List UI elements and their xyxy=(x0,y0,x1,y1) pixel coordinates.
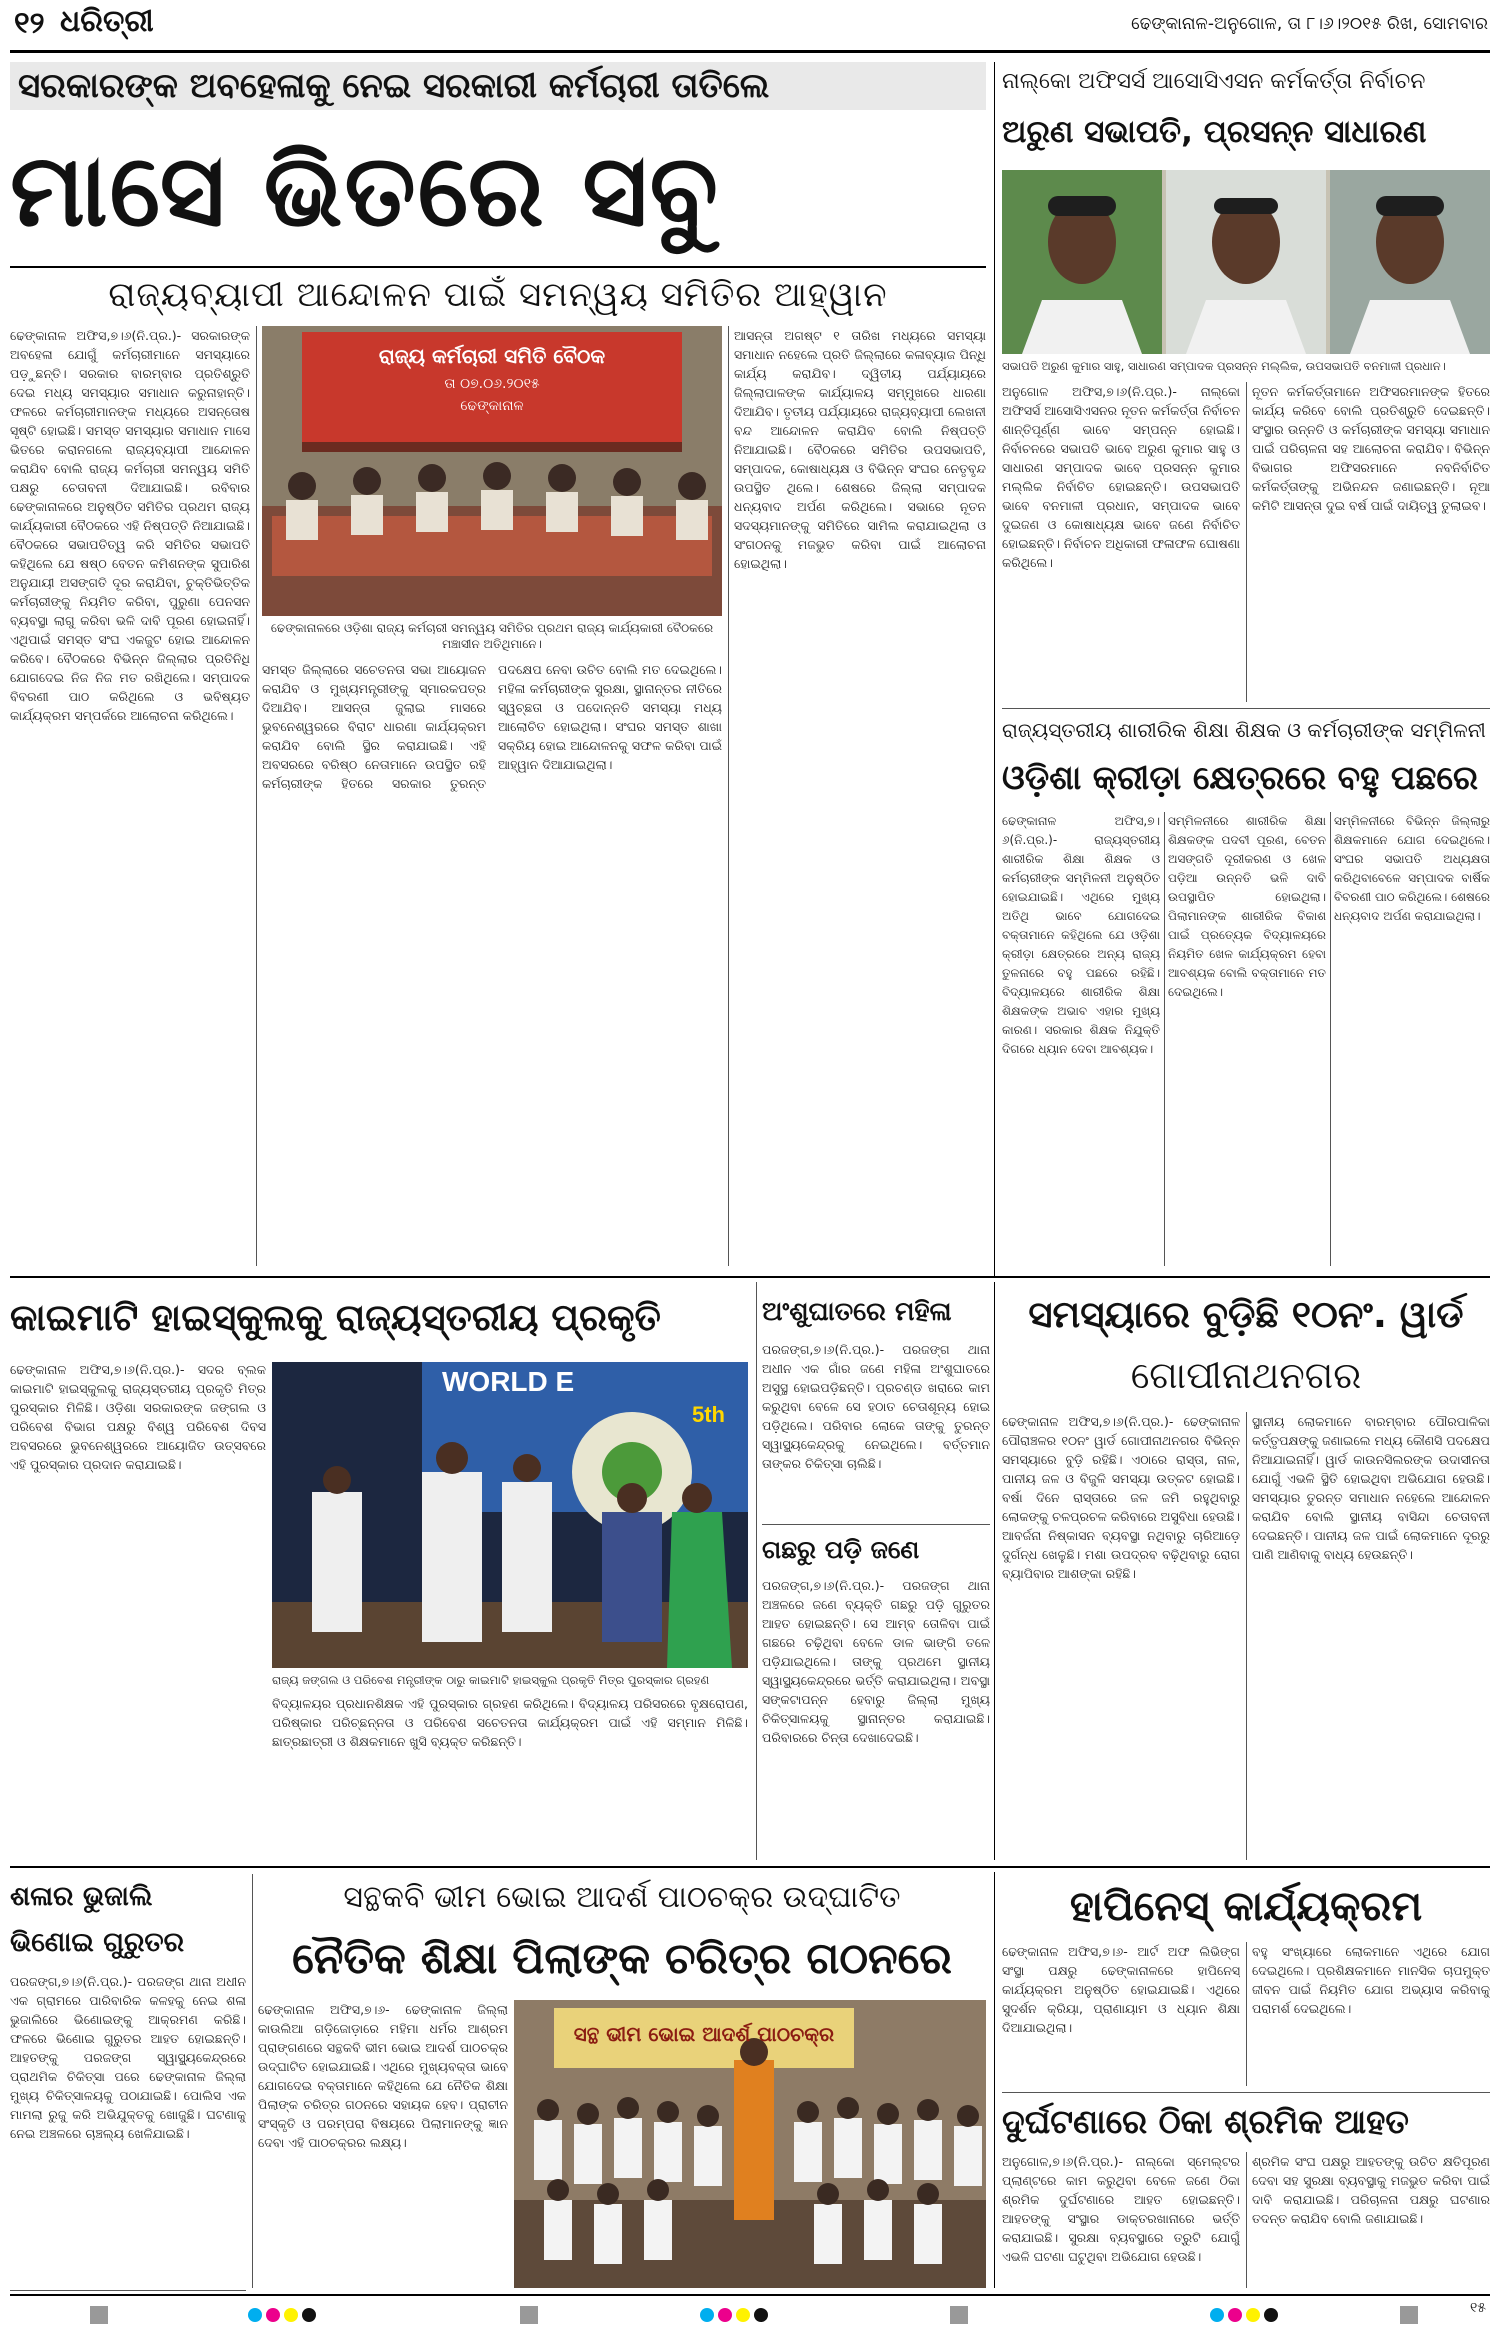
lead-photo-banner-date: ତା ୦୭.୦୬.୨୦୧୫ xyxy=(444,376,540,392)
tree-fall-body: ପରଜଙ୍ଗ,୭।୬(ନି.ପ୍ର.)- ପରଜଙ୍ଗ ଥାନା ଅଞ୍ଚଳରେ ଜଣେ ବ୍ୟକ୍ତି ଗଛରୁ ପଡ଼ି ଗୁରୁତର ଆହତ ହୋଇଛନ୍ତି। ସେ ଆମ୍ବ ତୋଳିବା ପାଇଁ ଗଛରେ ଚଢ଼ିଥିବା ବେଳେ ଡାଳ ଭାଙ୍ଗି ତଳେ ପଡ଼ିଯାଇଥିଲେ। ତାଙ୍କୁ ପ୍ରଥମେ ସ୍ଥାନୀୟ ସ୍ୱାସ୍ଥ୍ୟକେନ୍ଦ୍ରରେ ଭର୍ତ୍ତି କରାଯାଇଥିଲା। ଅବସ୍ଥା ସଙ୍କଟାପନ୍ନ ହେବାରୁ ଜିଲ୍ଲା ମୁଖ୍ୟ ଚିକିତ୍ସାଳୟକୁ ସ୍ଥାନାନ୍ତର କରାଯାଇଛି। ପରିବାରରେ ଚିନ୍ତା ଦେଖାଦେଇଛି। xyxy=(762,1578,990,1745)
lead-column-2: ସମସ୍ତ ଜିଲ୍ଲାରେ ସଚେତନତା ସଭା ଆୟୋଜନ କରାଯିବ ଓ ମୁଖ୍ୟମନ୍ତ୍ରୀଙ୍କୁ ସ୍ମାରକପତ୍ର ଦିଆଯିବ। ଆସନ୍ତା ଜୁଲାଇ ମାସରେ ଭୁବନେଶ୍ୱରରେ ବିରାଟ ଧାରଣା କାର୍ଯ୍ୟକ୍ରମ କରାଯିବ ବୋଲି ସ୍ଥିର କରାଯାଇଛି। ଏହି ଅବସରରେ ବରିଷ୍ଠ ନେତାମାନେ ଉପସ୍ଥିତ ରହି କର୍ମଚାରୀଙ୍କ ହିତରେ ସରକାର ତୁରନ୍ତ ପଦକ୍ଷେପ ନେବା ଉଚିତ ବୋଲି ମତ ଦେଇଥିଲେ। ମହିଳା କର୍ମଚାରୀଙ୍କ ସୁରକ୍ଷା, ସ୍ଥାନାନ୍ତର ନୀତିରେ ସ୍ୱଚ୍ଛତା ଓ ପଦୋନ୍ନତି ସମସ୍ୟା ମଧ୍ୟ ଆଲୋଚିତ ହୋଇଥିଲା। ସଂଘର ସମସ୍ତ ଶାଖା ସକ୍ରିୟ ହୋଇ ଆନ୍ଦୋଳନକୁ ସଫଳ କରିବା ପାଇଁ ଆହ୍ୱାନ ଦିଆଯାଇଥିଲା। xyxy=(262,662,722,791)
award-photo-banner-num: 5th xyxy=(692,1402,725,1427)
registration-mark xyxy=(520,2306,538,2324)
color-dot-black xyxy=(754,2308,768,2322)
page-reference: ୧୫ xyxy=(1469,2300,1486,2316)
nalco-headline: ଅରୁଣ ସଭାପତି, ପ୍ରସନ୍ନ ସାଧାରଣ xyxy=(1002,114,1427,150)
award-column-2: ବିଦ୍ୟାଳୟର ପ୍ରଧାନଶିକ୍ଷକ ଏହି ପୁରସ୍କାର ଗ୍ରହଣ କରିଥିଲେ। ବିଦ୍ୟାଳୟ ପରିସରରେ ବୃକ୍ଷରୋପଣ, ପରିଷ୍କାର ପରିଚ୍ଛନ୍ନତା ଓ ପରିବେଶ ସଚେତନତା କାର୍ଯ୍ୟକ୍ରମ ପାଇଁ ଏହି ସମ୍ମାନ ମିଳିଛି। ଛାତ୍ରଛାତ୍ରୀ ଓ ଶିକ୍ଷକମାନେ ଖୁସି ବ୍ୟକ୍ତ କରିଛନ୍ତି। xyxy=(272,1696,748,1749)
heatstroke-headline: ଅଂଶୁଘାତରେ ମହିଳା xyxy=(762,1297,952,1327)
ward-headline-line-2: ଗୋପୀନାଥନଗର xyxy=(1130,1354,1362,1397)
section-rule xyxy=(994,1282,995,1860)
color-dot-magenta xyxy=(266,2308,280,2322)
ward-headline: ସମସ୍ୟାରେ ବୁଡ଼ିଛି ୧୦ନଂ. ୱାର୍ଡ xyxy=(1028,1293,1464,1336)
lead-photo-caption: ଢେଙ୍କାନାଳରେ ଓଡ଼ିଶା ରାଜ୍ୟ କର୍ମଚାରୀ ସମନ୍ୱୟ ସମିତିର ପ୍ରଥମ ରାଜ୍ୟ କାର୍ଯ୍ୟକାରୀ ବୈଠକରେ ମଞ୍ଚାସୀନ ଅତିଥିମାନେ। xyxy=(270,621,714,651)
story-rule xyxy=(1002,2092,1490,2093)
registration-mark xyxy=(90,2306,108,2324)
color-dot-magenta xyxy=(718,2308,732,2322)
heatstroke-body: ପରଜଙ୍ଗ,୭।୬(ନି.ପ୍ର.)- ପରଜଙ୍ଗ ଥାନା ଅଧୀନ ଏକ ଗାଁର ଜଣେ ମହିଳା ଅଂଶୁଘାତରେ ଅସୁସ୍ଥ ହୋଇପଡ଼ିଛନ୍ତି। ପ୍ରଚଣ୍ଡ ଖରାରେ କାମ କରୁଥିବା ବେଳେ ସେ ହଠାତ ଚେତାଶୂନ୍ୟ ହୋଇ ପଡ଼ିଥିଲେ। ପରିବାର ଲୋକେ ତାଙ୍କୁ ତୁରନ୍ତ ସ୍ୱାସ୍ଥ୍ୟକେନ୍ଦ୍ରକୁ ନେଇଥିଲେ। ବର୍ତ୍ତମାନ ତାଙ୍କର ଚିକିତ୍ସା ଚାଲିଛି। xyxy=(762,1342,990,1471)
bhima-headline: ନୈତିକ ଶିକ୍ଷା ପିଲାଙ୍କ ଚରିତ୍ର ଗଠନରେ xyxy=(292,1934,952,1984)
meeting-photo-image xyxy=(262,326,722,616)
color-dot-cyan xyxy=(248,2308,262,2322)
nalco-kicker: ନାଲ୍‌କୋ ଅଫିସର୍ସ ଆସୋସିଏସନ କର୍ମକର୍ତ୍ତା ନିର୍ବାଚନ xyxy=(1002,69,1426,94)
brother-in-law-body: ପରଜଙ୍ଗ,୭।୬(ନି.ପ୍ର.)- ପରଜଙ୍ଗ ଥାନା ଅଧୀନ ଏକ ଗ୍ରାମରେ ପାରିବାରିକ କଳହକୁ ନେଇ ଶଳା ଭୁଜାଲିରେ ଭିଣୋଇଙ୍କୁ ଆକ୍ରମଣ କରିଛି। ଫଳରେ ଭିଣୋଇ ଗୁରୁତର ଆହତ ହୋଇଛନ୍ତି। ଆହତଙ୍କୁ ପରଜଙ୍ଗ ସ୍ୱାସ୍ଥ୍ୟକେନ୍ଦ୍ରରେ ପ୍ରାଥମିକ ଚିକିତ୍ସା ପରେ ଢେଙ୍କାନାଳ ଜିଲ୍ଲା ମୁଖ୍ୟ ଚିକିତ୍ସାଳୟକୁ ପଠାଯାଇଛି। ପୋଲିସ ଏକ ମାମଲା ରୁଜୁ କରି ଅଭିଯୁକ୍ତକୁ ଖୋଜୁଛି। ଘଟଣାକୁ ନେଇ ଅଞ୍ଚଳରେ ଚାଞ୍ଚଲ୍ୟ ଖେଳିଯାଇଛି। xyxy=(10,1974,246,2141)
brother-in-law-headline: ଶଳାର ଭୁଜାଲି xyxy=(10,1881,153,1912)
column-rule xyxy=(1246,382,1247,702)
happiness-headline: ହାପିନେସ୍ କାର୍ଯ୍ୟକ୍ରମ xyxy=(1069,1882,1423,1930)
lead-column-3: ଆସନ୍ତା ଅଗଷ୍ଟ ୧ ତାରିଖ ମଧ୍ୟରେ ସମସ୍ୟା ସମାଧାନ ନହେଲେ ପ୍ରତି ଜିଲ୍ଲାରେ କଳାବ୍ୟାଜ ପିନ୍ଧି କାର୍ଯ୍ୟ କରାଯିବ। ଦ୍ୱିତୀୟ ପର୍ଯ୍ୟାୟରେ ଜିଲ୍ଲାପାଳଙ୍କ କାର୍ଯ୍ୟାଳୟ ସମ୍ମୁଖରେ ଧାରଣା ଦିଆଯିବ। ତୃତୀୟ ପର୍ଯ୍ୟାୟରେ ରାଜ୍ୟବ୍ୟାପୀ ଲେଖନୀ ବନ୍ଦ ଆନ୍ଦୋଳନ କରାଯିବ ବୋଲି ନିଷ୍ପତ୍ତି ନିଆଯାଇଛି। ବୈଠକରେ ସମିତିର ଉପସଭାପତି, ସମ୍ପାଦକ, କୋଷାଧ୍ୟକ୍ଷ ଓ ବିଭିନ୍ନ ସଂଘର ନେତୃବୃନ୍ଦ ଉପସ୍ଥିତ ଥିଲେ। ଶେଷରେ ଜିଲ୍ଲା ସମ୍ପାଦକ ଧନ୍ୟବାଦ ଅର୍ପଣ କରିଥିଲେ। ସଭାରେ ନୂତନ ସଦସ୍ୟମାନଙ୍କୁ ସମିତିରେ ସାମିଲ କରାଯାଇଥିଲା ଓ ସଂଗଠନକୁ ମଜଭୁତ କରିବା ପାଇଁ ଆଲୋଚନା ହୋଇଥିଲା। xyxy=(734,328,986,571)
page-number: ୧୨ xyxy=(14,6,45,41)
bhima-photo-banner: ସନ୍ଥ ଭୀମ ଭୋଇ ଆଦର୍ଶ ପାଠଚକ୍ର xyxy=(573,2022,835,2046)
award-photo xyxy=(272,1362,748,1668)
column-rule xyxy=(256,326,257,1266)
sports-column-1: ଢେଙ୍କାନାଳ ଅଫିସ,୭।୬(ନି.ପ୍ର.)- ରାଜ୍ୟସ୍ତରୀୟ ଶାରୀରିକ ଶିକ୍ଷା ଶିକ୍ଷକ ଓ କର୍ମଚାରୀଙ୍କ ସମ୍ମିଳନୀ ଅନୁଷ୍ଠିତ ହୋଇଯାଇଛି। ଏଥିରେ ମୁଖ୍ୟ ଅତିଥି ଭାବେ ଯୋଗଦେଇ ବକ୍ତାମାନେ କହିଥିଲେ ଯେ ଓଡ଼ିଶା କ୍ରୀଡ଼ା କ୍ଷେତ୍ରରେ ଅନ୍ୟ ରାଜ୍ୟ ତୁଳନାରେ ବହୁ ପଛରେ ରହିଛି। ବିଦ୍ୟାଳୟରେ ଶାରୀରିକ ଶିକ୍ଷା ଶିକ୍ଷକଙ୍କ ଅଭାବ ଏହାର ମୁଖ୍ୟ କାରଣ। ସରକାର ଶିକ୍ଷକ ନିଯୁକ୍ତି ଦିଗରେ ଧ୍ୟାନ ଦେବା ଆବଶ୍ୟକ। xyxy=(1002,814,1160,1056)
nalco-column-2: ନୂତନ କର୍ମକର୍ତ୍ତାମାନେ ଅଫିସରମାନଙ୍କ ହିତରେ କାର୍ଯ୍ୟ କରିବେ ବୋଲି ପ୍ରତିଶ୍ରୁତି ଦେଇଛନ୍ତି। ସଂସ୍ଥାର ଉନ୍ନତି ଓ କର୍ମଚାରୀଙ୍କ ସମସ୍ୟା ସମାଧାନ ପାଇଁ ପରିଚାଳନା ସହ ଆଲୋଚନା କରାଯିବ। ବିଭିନ୍ନ ବିଭାଗର ଅଫିସରମାନେ ନବନିର୍ବାଚିତ କର୍ମକର୍ତ୍ତାଙ୍କୁ ଅଭିନନ୍ଦନ ଜଣାଇଛନ୍ତି। ନୂଆ କମିଟି ଆସନ୍ତା ଦୁଇ ବର୍ଷ ପାଇଁ ଦାୟିତ୍ୱ ତୁଲାଇବ। xyxy=(1252,384,1490,513)
color-dot-black xyxy=(1264,2308,1278,2322)
newspaper-name: ଧରିତ୍ରୀ xyxy=(60,4,154,39)
ward-column-2: ସ୍ଥାନୀୟ ଲୋକମାନେ ବାରମ୍ବାର ପୌରପାଳିକା କର୍ତ୍ତୃପକ୍ଷଙ୍କୁ ଜଣାଇଲେ ମଧ୍ୟ କୌଣସି ପଦକ୍ଷେପ ନିଆଯାଇନାହିଁ। ୱାର୍ଡ କାଉନସିଲରଙ୍କ ଉଦାସୀନତା ଯୋଗୁଁ ଏଭଳି ସ୍ଥିତି ହୋଇଥିବା ଅଭିଯୋଗ ହେଉଛି। ସମସ୍ୟାର ତୁରନ୍ତ ସମାଧାନ ନହେଲେ ଆନ୍ଦୋଳନ କରାଯିବ ବୋଲି ସ୍ଥାନୀୟ ବାସିନ୍ଦା ଚେତାବନୀ ଦେଇଛନ୍ତି। ପାନୀୟ ଜଳ ପାଇଁ ଲୋକମାନେ ଦୂରରୁ ପାଣି ଆଣିବାକୁ ବାଧ୍ୟ ହେଉଛନ୍ତି। xyxy=(1252,1414,1490,1562)
color-dot-cyan xyxy=(700,2308,714,2322)
header-rule xyxy=(10,50,1490,53)
lead-column-1: ଢେଙ୍କାନାଳ ଅଫିସ,୭।୬(ନି.ପ୍ର.)- ସରକାରଙ୍କ ଅବହେଳା ଯୋଗୁଁ କର୍ମଚାରୀମାନେ ସମସ୍ୟାରେ ପଡ଼ୁଛନ୍ତି। ସରକାର ବାରମ୍ବାର ପ୍ରତିଶ୍ରୁତି ଦେଇ ମଧ୍ୟ ସମସ୍ୟାର ସମାଧାନ କରୁନାହାନ୍ତି। ଫଳରେ କର୍ମଚାରୀମାନଙ୍କ ମଧ୍ୟରେ ଅସନ୍ତୋଷ ସୃଷ୍ଟି ହୋଇଛି। ସମସ୍ତ ସମସ୍ୟାର ସମାଧାନ ମାସେ ଭିତରେ କରାନଗଲେ ରାଜ୍ୟବ୍ୟାପୀ ଆନ୍ଦୋଳନ କରାଯିବ ବୋଲି ରାଜ୍ୟ କର୍ମଚାରୀ ସମନ୍ୱୟ ସମିତି ପକ୍ଷରୁ ଚେତାବନୀ ଦିଆଯାଇଛି। ରବିବାର ଢେଙ୍କାନାଳରେ ଅନୁଷ୍ଠିତ ସମିତିର ପ୍ରଥମ ରାଜ୍ୟ କାର୍ଯ୍ୟକାରୀ ବୈଠକରେ ଏହି ନିଷ୍ପତ୍ତି ନିଆଯାଇଛି। ବୈଠକରେ ସଭାପତିତ୍ୱ କରି ସମିତିର ସଭାପତି କହିଥିଲେ ଯେ ଷଷ୍ଠ ବେତନ କମିଶନଙ୍କ ସୁପାରିଶ ଅନୁଯାୟୀ ଅସଙ୍ଗତି ଦୂର କରାଯିବା, ଚୁକ୍ତିଭିତ୍ତିକ କର୍ମଚାରୀଙ୍କୁ ନିୟମିତ କରିବା, ପୁରୁଣା ପେନସନ ବ୍ୟବସ୍ଥା ଲାଗୁ କରିବା ଭଳି ଦାବି ପୂରଣ ହୋଇନାହିଁ। ଏଥିପାଇଁ ସମସ୍ତ ସଂଘ ଏକଜୁଟ ହୋଇ ଆନ୍ଦୋଳନ କରିବେ। ବୈଠକରେ ବିଭିନ୍ନ ଜିଲ୍ଲାର ପ୍ରତିନିଧି ଯୋଗଦେଇ ନିଜ ନିଜ ମତ ରଖିଥିଲେ। ସମ୍ପାଦକ ବିବରଣୀ ପାଠ କରିଥିଲେ ଓ ଭବିଷ୍ୟତ କାର୍ଯ୍ୟକ୍ରମ ସମ୍ପର୍କରେ ଆଲୋଚନା କରିଥିଲେ। xyxy=(10,328,250,723)
nalco-photo-strip xyxy=(1002,170,1490,354)
accident-headline: ଦୁର୍ଘଟଣାରେ ଠିକା ଶ୍ରମିକ ଆହତ xyxy=(1002,2102,1409,2141)
lead-photo xyxy=(262,326,722,616)
footer-rule xyxy=(10,2294,1490,2296)
section-rule xyxy=(994,1872,995,2288)
sports-column-2: ସମ୍ମିଳନୀରେ ଶାରୀରିକ ଶିକ୍ଷା ଶିକ୍ଷକଙ୍କ ପଦବୀ ପୂରଣ, ବେତନ ଅସଙ୍ଗତି ଦୂରୀକରଣ ଓ ଖେଳ ପଡ଼ିଆ ଉନ୍ନତି ଭଳି ଦାବି ଉପସ୍ଥାପିତ ହୋଇଥିଲା। ପିଲାମାନଙ୍କ ଶାରୀରିକ ବିକାଶ ପାଇଁ ପ୍ରତ୍ୟେକ ବିଦ୍ୟାଳୟରେ ନିୟମିତ ଖେଳ କାର୍ଯ୍ୟକ୍ରମ ହେବା ଆବଶ୍ୟକ ବୋଲି ବକ୍ତାମାନେ ମତ ଦେଇଥିଲେ। xyxy=(1168,814,1326,999)
color-dot-black xyxy=(302,2308,316,2322)
award-photo-image xyxy=(272,1362,748,1668)
bhima-column-1: ଢେଙ୍କାନାଳ ଅଫିସ,୭।୬- ଢେଙ୍କାନାଳ ଜିଲ୍ଲା କାଉଲିଆ ଗଡ଼ିଜୋଡ଼ାରେ ମହିମା ଧର୍ମର ଆଶ୍ରମ ପ୍ରାଙ୍ଗଣରେ ସନ୍ଥକବି ଭୀମ ଭୋଇ ଆଦର୍ଶ ପାଠଚକ୍ର ଉଦ୍‌ଘାଟିତ ହୋଇଯାଇଛି। ଏଥିରେ ମୁଖ୍ୟବକ୍ତା ଭାବେ ଯୋଗଦେଇ ବକ୍ତାମାନେ କହିଥିଲେ ଯେ ନୈତିକ ଶିକ୍ଷା ପିଲାଙ୍କ ଚରିତ୍ର ଗଠନରେ ସହାୟକ ହେବ। ପ୍ରାଚୀନ ସଂସ୍କୃତି ଓ ପରମ୍ପରା ବିଷୟରେ ପିଲାମାନଙ୍କୁ ଜ୍ଞାନ ଦେବା ଏହି ପାଠଚକ୍ରର ଲକ୍ଷ୍ୟ। xyxy=(258,2002,508,2150)
column-rule xyxy=(252,1874,253,2288)
section-rule xyxy=(10,1866,1490,1868)
tree-fall-headline: ଗଛରୁ ପଡ଼ି ଜଣେ xyxy=(762,1535,920,1564)
column-rule xyxy=(1164,812,1165,1266)
column-rule xyxy=(1330,812,1331,1266)
happiness-column-1: ଢେଙ୍କାନାଳ ଅଫିସ,୭।୬- ଆର୍ଟ ଅଫ ଲିଭିଙ୍ଗ ସଂସ୍ଥା ପକ୍ଷରୁ ଢେଙ୍କାନାଳରେ ହାପିନେସ୍ କାର୍ଯ୍ୟକ୍ରମ ଅନୁଷ୍ଠିତ ହୋଇଯାଇଛି। ଏଥିରେ ସୁଦର୍ଶନ କ୍ରିୟା, ପ୍ରାଣାୟାମ ଓ ଧ୍ୟାନ ଶିକ୍ଷା ଦିଆଯାଇଥିଲା। xyxy=(1002,1944,1240,2035)
ward-column-1: ଢେଙ୍କାନାଳ ଅଫିସ,୭।୬(ନି.ପ୍ର.)- ଢେଙ୍କାନାଳ ପୌରାଞ୍ଚଳର ୧୦ନଂ ୱାର୍ଡ ଗୋପୀନାଥନଗର ବିଭିନ୍ନ ସମସ୍ୟାରେ ବୁଡ଼ି ରହିଛି। ଏଠାରେ ରାସ୍ତା, ନାଳ, ପାନୀୟ ଜଳ ଓ ବିଜୁଳି ସମସ୍ୟା ଉତ୍କଟ ହୋଇଛି। ବର୍ଷା ଦିନେ ରାସ୍ତାରେ ଜଳ ଜମି ରହୁଥିବାରୁ ଲୋକଙ୍କୁ ଚଳପ୍ରଚଳ କରିବାରେ ଅସୁବିଧା ହେଉଛି। ଆବର୍ଜନା ନିଷ୍କାସନ ବ୍ୟବସ୍ଥା ନଥିବାରୁ ଚାରିଆଡ଼େ ଦୁର୍ଗନ୍ଧ ଖେଳୁଛି। ମଶା ଉପଦ୍ରବ ବଢ଼ିଥିବାରୁ ରୋଗ ବ୍ୟାପିବାର ଆଶଙ୍କା ରହିଛି। xyxy=(1002,1414,1240,1581)
column-rule xyxy=(1246,1942,1247,2086)
lead-kicker: ସରକାରଙ୍କ ଅବହେଳାକୁ ନେଇ ସରକାରୀ କର୍ମଚାରୀ ତାତିଲେ xyxy=(10,62,986,110)
accident-column-2: ଶ୍ରମିକ ସଂଘ ପକ୍ଷରୁ ଆହତଙ୍କୁ ଉଚିତ କ୍ଷତିପୂରଣ ଦେବା ସହ ସୁରକ୍ଷା ବ୍ୟବସ୍ଥାକୁ ମଜଭୁତ କରିବା ପାଇଁ ଦାବି କରାଯାଇଛି। ପରିଚାଳନା ପକ୍ଷରୁ ଘଟଣାର ତଦନ୍ତ କରାଯିବ ବୋଲି ଜଣାଯାଇଛି। xyxy=(1252,2154,1490,2226)
nalco-column-1: ଅନୁଗୋଳ ଅଫିସ,୭।୬(ନି.ପ୍ର.)- ନାଲ୍‌କୋ ଅଫିସର୍ସ ଆସୋସିଏସନର ନୂତନ କର୍ମକର୍ତ୍ତା ନିର୍ବାଚନ ଶାନ୍ତିପୂର୍ଣ୍ଣ ଭାବେ ସମ୍ପନ୍ନ ହୋଇଛି। ନିର୍ବାଚନରେ ସଭାପତି ଭାବେ ଅରୁଣ କୁମାର ସାହୁ ଓ ସାଧାରଣ ସମ୍ପାଦକ ଭାବେ ପ୍ରସନ୍ନ କୁମାର ମଲ୍ଲିକ ନିର୍ବାଚିତ ହୋଇଛନ୍ତି। ଉପସଭାପତି ଭାବେ ବନମାଳୀ ପ୍ରଧାନ, ସମ୍ପାଦକ ଭାବେ ଦୁଇଜଣ ଓ କୋଷାଧ୍ୟକ୍ଷ ଭାବେ ଜଣେ ନିର୍ବାଚିତ ହୋଇଛନ୍ତି। ନିର୍ବାଚନ ଅଧିକାରୀ ଫଳାଫଳ ଘୋଷଣା କରିଥିଲେ। xyxy=(1002,384,1240,570)
nalco-portraits-image xyxy=(1002,170,1490,354)
column-rule xyxy=(756,1282,757,1860)
section-rule xyxy=(994,62,995,1278)
color-dot-magenta xyxy=(1228,2308,1242,2322)
column-rule xyxy=(728,326,729,1266)
sports-column-3: ସମ୍ମିଳନୀରେ ବିଭିନ୍ନ ଜିଲ୍ଲାରୁ ଶିକ୍ଷକମାନେ ଯୋଗ ଦେଇଥିଲେ। ସଂଘର ସଭାପତି ଅଧ୍ୟକ୍ଷତା କରିଥିବାବେଳେ ସମ୍ପାଦକ ବାର୍ଷିକ ବିବରଣୀ ପାଠ କରିଥିଲେ। ଶେଷରେ ଧନ୍ୟବାଦ ଅର୍ପଣ କରାଯାଇଥିଲା। xyxy=(1334,814,1490,923)
edition-date: ଢେଙ୍କାନାଳ-ଅନୁଗୋଳ, ତା ୮।୬।୨୦୧୫ ରିଖ, ସୋମବାର xyxy=(1131,14,1488,34)
lead-headline-rule xyxy=(10,266,986,268)
color-dot-yellow xyxy=(1246,2308,1260,2322)
happiness-column-2: ବହୁ ସଂଖ୍ୟାରେ ଲୋକମାନେ ଏଥିରେ ଯୋଗ ଦେଇଥିଲେ। ପ୍ରଶିକ୍ଷକମାନେ ମାନସିକ ଚାପମୁକ୍ତ ଜୀବନ ପାଇଁ ନିୟମିତ ଯୋଗ ଅଭ୍ୟାସ କରିବାକୁ ପରାମର୍ଶ ଦେଇଥିଲେ। xyxy=(1252,1944,1490,2016)
sports-headline: ଓଡ଼ିଶା କ୍ରୀଡ଼ା କ୍ଷେତ୍ରରେ ବହୁ ପଛରେ xyxy=(1002,758,1478,797)
column-rule xyxy=(1246,1412,1247,1860)
accident-column-1: ଅନୁଗୋଳ,୭।୬(ନି.ପ୍ର.)- ନାଲ୍‌କୋ ସ୍ମେଲ୍‌ଟର ପ୍ଲାଣ୍ଟରେ କାମ କରୁଥିବା ବେଳେ ଜଣେ ଠିକା ଶ୍ରମିକ ଦୁର୍ଘଟଣାରେ ଆହତ ହୋଇଛନ୍ତି। ଆହତଙ୍କୁ ସଂସ୍ଥାର ଡାକ୍ତରଖାନାରେ ଭର୍ତ୍ତି କରାଯାଇଛି। ସୁରକ୍ଷା ବ୍ୟବସ୍ଥାରେ ତ୍ରୁଟି ଯୋଗୁଁ ଏଭଳି ଘଟଣା ଘଟୁଥିବା ଅଭିଯୋଗ ହେଉଛି। xyxy=(1002,2154,1240,2264)
bhima-photo xyxy=(514,2000,986,2288)
lead-headline: ମାସେ ଭିତରେ ସବୁ xyxy=(10,132,720,249)
award-headline: କାଇମାଟି ହାଇସ୍କୁଲକୁ ରାଜ୍ୟସ୍ତରୀୟ ପ୍ରକୃତି xyxy=(10,1296,661,1339)
color-dot-yellow xyxy=(284,2308,298,2322)
award-column-1: ଢେଙ୍କାନାଳ ଅଫିସ,୭।୬(ନି.ପ୍ର.)- ସଦର ବ୍ଲକ କାଇମାଟି ହାଇସ୍କୁଲକୁ ରାଜ୍ୟସ୍ତରୀୟ ପ୍ରକୃତି ମିତ୍ର ପୁରସ୍କାର ମିଳିଛି। ଓଡ଼ିଶା ସରକାରଙ୍କ ଜଙ୍ଗଲ ଓ ପରିବେଶ ବିଭାଗ ପକ୍ଷରୁ ବିଶ୍ୱ ପରିବେଶ ଦିବସ ଅବସରରେ ଭୁବନେଶ୍ୱରରେ ଆୟୋଜିତ ଉତ୍ସବରେ ଏହି ପୁରସ୍କାର ପ୍ରଦାନ କରାଯାଇଛି। xyxy=(10,1362,266,1472)
registration-mark xyxy=(950,2306,968,2324)
nalco-caption: ସଭାପତି ଅରୁଣ କୁମାର ସାହୁ, ସାଧାରଣ ସମ୍ପାଦକ ପ୍ରସନ୍ନ ମଲ୍ଲିକ, ଉପସଭାପତି ବନମାଳୀ ପ୍ରଧାନ। xyxy=(1002,359,1446,373)
registration-mark xyxy=(1400,2306,1418,2324)
column-rule xyxy=(1246,2152,1247,2288)
color-dot-cyan xyxy=(1210,2308,1224,2322)
section-rule xyxy=(1002,708,1490,709)
color-dot-yellow xyxy=(736,2308,750,2322)
award-photo-caption: ରାଜ୍ୟ ଜଙ୍ଗଲ ଓ ପରିବେଶ ମନ୍ତ୍ରୀଙ୍କ ଠାରୁ କାଇମାଟି ହାଇସ୍କୁଲ ପ୍ରକୃତି ମିତ୍ର ପୁରସ୍କାର ଗ୍ରହଣ xyxy=(272,1673,710,1687)
award-photo-banner: WORLD E xyxy=(442,1366,575,1397)
story-rule xyxy=(10,2290,246,2291)
lead-photo-banner-place: ଢେଙ୍କାନାଳ xyxy=(460,398,524,414)
brother-in-law-headline-line-2: ଭିଣୋଇ ଗୁରୁତର xyxy=(10,1927,185,1958)
bhima-kicker: ସନ୍ଥକବି ଭୀମ ଭୋଇ ଆଦର୍ଶ ପାଠଚକ୍ର ଉଦ୍‌ଘାଟିତ xyxy=(343,1880,901,1915)
lead-subhead: ରାଜ୍ୟବ୍ୟାପୀ ଆନ୍ଦୋଳନ ପାଇଁ ସମନ୍ୱୟ ସମିତିର ଆହ୍ୱାନ xyxy=(108,275,888,315)
section-rule xyxy=(10,1276,1490,1278)
sports-kicker: ରାଜ୍ୟସ୍ତରୀୟ ଶାରୀରିକ ଶିକ୍ଷା ଶିକ୍ଷକ ଓ କର୍ମଚାରୀଙ୍କ ସମ୍ମିଳନୀ xyxy=(1002,718,1486,742)
lead-photo-banner: ରାଜ୍ୟ କର୍ମଚାରୀ ସମିତି ବୈଠକ xyxy=(378,344,606,368)
story-rule xyxy=(762,1524,990,1525)
